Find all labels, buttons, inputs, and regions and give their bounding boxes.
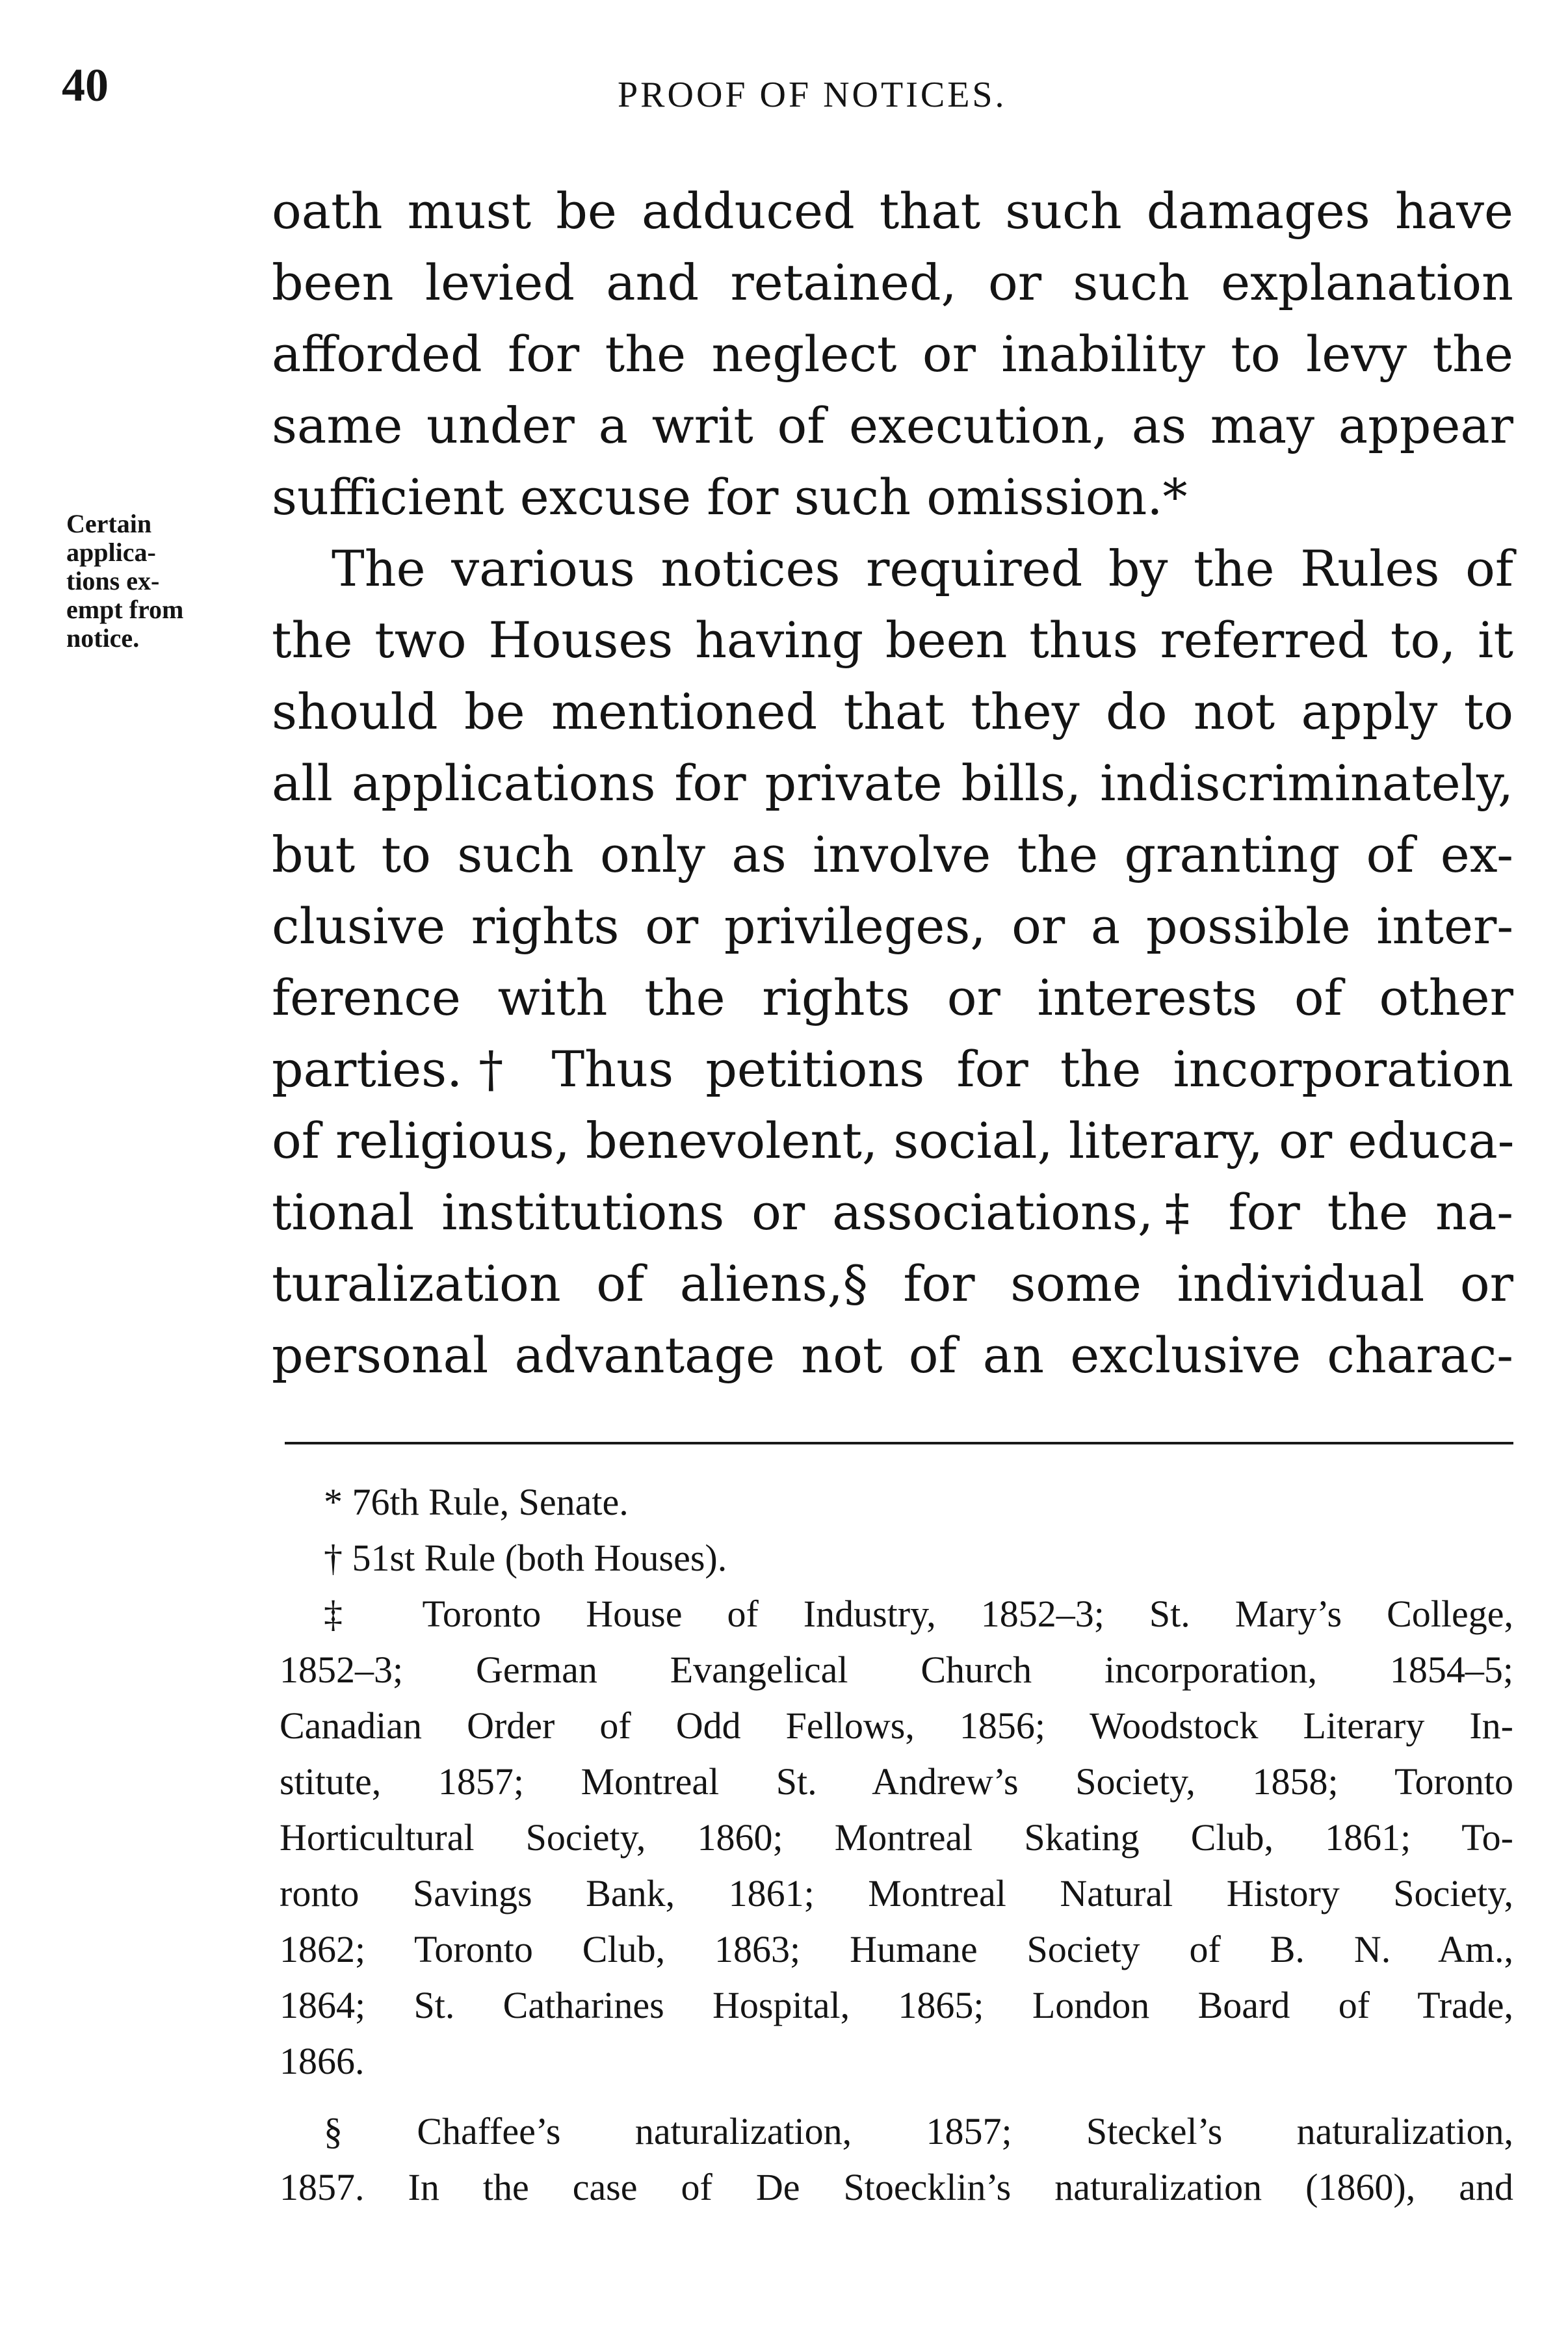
footnote-line: Canadian Order of Odd Fellows, 1856; Woodstock Literary In- <box>280 1704 1513 1747</box>
margin-note-line: Certain <box>66 509 152 538</box>
body-line: turalization of aliens,§ for some individual or <box>272 1255 1513 1312</box>
body-line: parties.† Thus petitions for the incorporation <box>272 1040 1513 1098</box>
footnotes <box>280 1474 1513 2215</box>
body-line: oath must be adduced that such damages have <box>272 182 1513 240</box>
footnote-line: ronto Savings Bank, 1861; Montreal Natural History Society, <box>280 1872 1513 1914</box>
footnote-line: 1862; Toronto Club, 1863; Humane Society of B. N. Am., <box>280 1928 1513 1970</box>
footnote-rule <box>285 1442 1513 1444</box>
body-line: but to such only as involve the granting of ex- <box>272 826 1513 883</box>
footnote-line: 1857. In the case of De Stoecklin’s naturalization (1860), and <box>280 2166 1513 2208</box>
page-number: 40 <box>62 59 109 111</box>
footnote-line: 1864; St. Catharines Hospital, 1865; London Board of Trade, <box>280 1984 1513 2026</box>
footnote-line: 1866. <box>280 2040 365 2082</box>
body-line: the two Houses having been thus referred to, it <box>272 611 1513 669</box>
body-line: been levied and retained, or such explanation <box>272 254 1513 311</box>
margin-note <box>66 510 255 653</box>
body-line: clusive rights or privileges, or a possible inter- <box>272 897 1513 955</box>
footnote-line: 1852–3; German Evangelical Church incorporation, 1854–5; <box>280 1649 1513 1691</box>
body-line: same under a writ of execution, as may appear <box>272 397 1513 454</box>
body-line: all applications for private bills, indiscriminately, <box>272 754 1513 812</box>
margin-note-line: empt from <box>66 595 184 624</box>
footnote-line: * 76th Rule, Senate. <box>324 1481 629 1523</box>
body-text <box>272 176 1513 1391</box>
body-line: of religious, benevolent, social, literary, or educa- <box>272 1112 1515 1169</box>
footnote-line: § Chaffee’s naturalization, 1857; Steckel’s naturalization, <box>324 2110 1513 2152</box>
body-line: tional institutions or associations,‡ for the na- <box>272 1183 1513 1241</box>
footnote-line: ‡ Toronto House of Industry, 1852–3; St. Mary’s College, <box>324 1593 1513 1635</box>
footnote-line: † 51st Rule (both Houses). <box>324 1537 727 1579</box>
footnote-line: stitute, 1857; Montreal St. Andrew’s Society, 1858; Toronto <box>280 1760 1513 1803</box>
footnote-line: Horticultural Society, 1860; Montreal Skating Club, 1861; To- <box>280 1816 1513 1859</box>
running-head: PROOF OF NOTICES. <box>618 75 1007 115</box>
margin-note-line: tions ex- <box>66 566 160 595</box>
body-line: sufficient excuse for such omission.* <box>272 468 1188 526</box>
margin-note-line: applica- <box>66 538 156 567</box>
body-line: personal advantage not of an exclusive charac- <box>272 1326 1513 1384</box>
body-line: should be mentioned that they do not apply to <box>272 683 1513 740</box>
body-line: The various notices required by the Rules of <box>332 540 1513 597</box>
body-line: ference with the rights or interests of other <box>272 969 1513 1026</box>
margin-note-line: notice. <box>66 623 140 653</box>
body-line: afforded for the neglect or inability to levy the <box>272 325 1513 383</box>
